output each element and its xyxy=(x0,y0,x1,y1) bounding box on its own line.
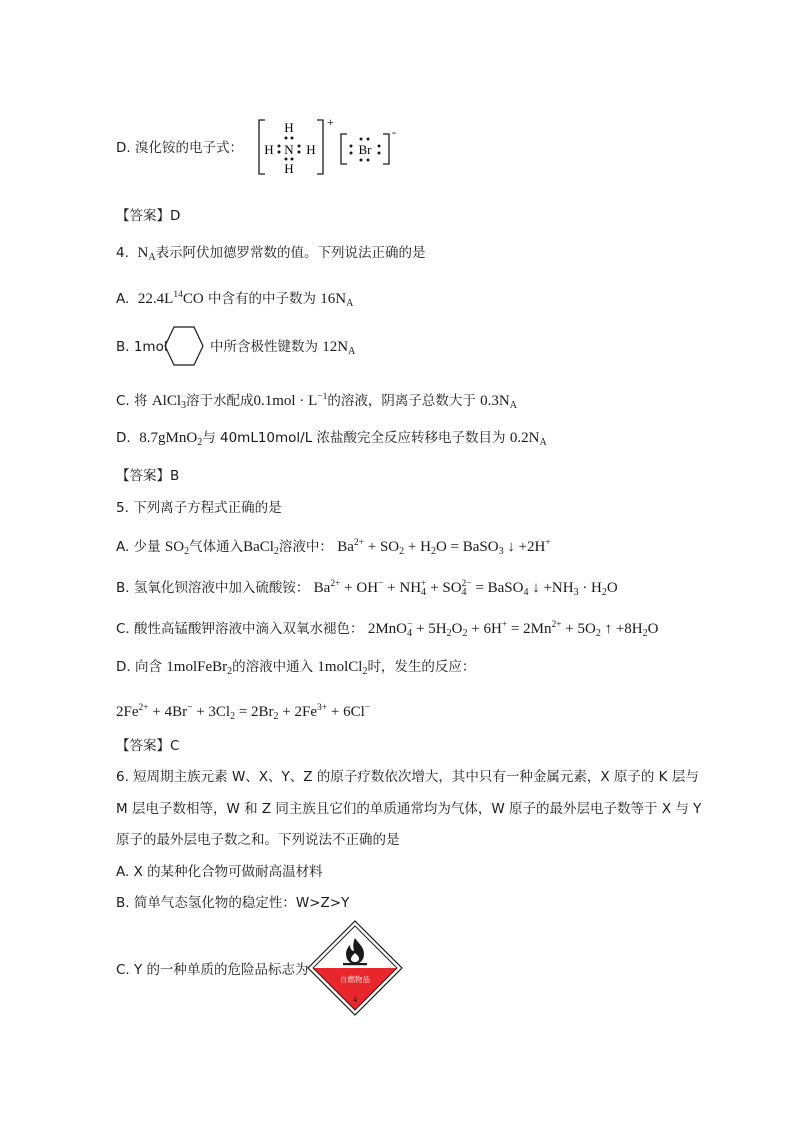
hazard-sign-label: 自燃物品 xyxy=(340,975,370,984)
q4-stem xyxy=(116,243,426,268)
answer-value: B xyxy=(170,468,180,484)
ammonium-bromide-electron-formula xyxy=(255,114,405,180)
q5-equation-a: $Ba^{2+} + SO_2 + H_2O$ = BaSO$_3$ ↓ +2H+ xyxy=(337,538,551,557)
q4-option-b: B. 1mol xyxy=(116,339,168,355)
q5-option-d: D. 向含 1molFeBr$_2$的溶液中通入 1molCl$_2$时，发生的反应： xyxy=(116,659,476,677)
q5-equation-b: $Ba^{2+} + OH^- + NH_4^+ + SO_4^{2-}$ = BaSO$_4$ ↓ $+NH_3 \cdot H_2O$ xyxy=(313,579,618,598)
q4-option-b-tail: 中所含极性键数为 $12N_A$ xyxy=(210,339,356,357)
q5-equation-c: $2MnO_4^- + 5H_2O_2 + 6H^+ = 2Mn^{2+} + 5O_2$ ↑ $+8H_2O$ xyxy=(367,620,659,639)
q5-option-a: A. 少量 $SO_2$气体通入BaCl$_2$溶液中： $Ba^{2+} + SO_2 + H_2O$ = BaSO$_3$ ↓ +2H+ xyxy=(116,538,551,557)
q4-option-c: C. 将 AlCl$_3$溶于水配成$0.1mol \cdot L^{-1}$的溶液，阴离子总数大于 $0.3N_A$ xyxy=(116,392,517,411)
q6-option-a: A. X 的某种化合物可做耐高温材料 xyxy=(116,864,323,880)
answer-value: C xyxy=(170,738,180,754)
cyclohexane-hexagon xyxy=(164,325,204,367)
q5-equation-d: $2Fe^{2+} + 4Br^- + 3Cl_2 = 2Br_2 + 2Fe^{3+} + 6Cl^-$ xyxy=(116,703,371,722)
answer-label: 【答案】 xyxy=(116,468,170,484)
anion-charge: - xyxy=(392,125,396,139)
br-atom: Br xyxy=(358,142,372,157)
q6-stem-line-1: 6. 短周期主族元素 W、X、Y、Z 的原子疗数依次增大，其中只有一种金属元素，X 原子的 K 层与 xyxy=(116,769,699,785)
q6-stem-line-2: M 层电子数相等，W 和 Z 同主族且它们的单质通常均为气体，W 原子的最外层电子数等于 X 与 Y xyxy=(116,801,702,817)
q6-option-c: C. Y 的一种单质的危险品标志为 xyxy=(116,962,309,978)
q5-stem: 5. 下列离子方程式正确的是 xyxy=(116,500,282,516)
n-atom: N xyxy=(284,142,294,157)
q4-stem-text: 表示阿伏加德罗常数的值。下列说法正确的是 xyxy=(155,245,426,261)
h-left: H xyxy=(264,142,274,157)
hazard-sign xyxy=(307,920,403,1016)
answer-4 xyxy=(116,466,179,486)
answer-label: 【答案】 xyxy=(116,738,170,754)
q5-option-d-equation xyxy=(116,698,370,727)
q3-option-d-text: D. 溴化铵的电子式： xyxy=(116,140,243,156)
answer-3 xyxy=(116,206,180,226)
answer-label: 【答案】 xyxy=(116,208,170,224)
q4-number: 4. xyxy=(116,245,129,261)
answer-value: D xyxy=(170,208,181,224)
h-bottom: H xyxy=(284,161,294,176)
q4-option-d: D. 8.7gMnO$_2$与 40mL10mol/L 浓盐酸完全反应转移电子数目为 $0.2N_A$ xyxy=(116,430,547,448)
q6-option-b: B. 简单气态氢化物的稳定性：W>Z>Y xyxy=(116,895,350,911)
q3-option-d xyxy=(116,138,243,158)
h-right: H xyxy=(306,142,316,157)
q5-option-b: B. 氢氧化钡溶液中加入硫酸铵： $Ba^{2+} + OH^- + NH_4^+ + SO_4^{2-}$ = BaSO$_4$ ↓ $+NH_3 \cdot H_2O$ xyxy=(116,579,618,598)
hazard-sign-class-number: 4 xyxy=(353,995,357,1004)
h-top: H xyxy=(284,120,294,135)
q4-na: $N_A$ xyxy=(137,245,156,263)
q4-option-a: A. $22.4L^{14}CO$ 中含有的中子数为 $16N_A$ xyxy=(116,290,354,309)
answer-5 xyxy=(116,736,179,756)
cation-charge: + xyxy=(327,115,334,129)
q5-option-c: C. 酸性高锰酸钾溶液中滴入双氧水褪色： $2MnO_4^- + 5H_2O_2 + 6H^+ = 2Mn^{2+} + 5O_2$ ↑ $+8H_2O$ xyxy=(116,620,659,639)
q6-stem-line-3: 原子的最外层电子数之和。下列说法不正确的是 xyxy=(116,832,400,848)
